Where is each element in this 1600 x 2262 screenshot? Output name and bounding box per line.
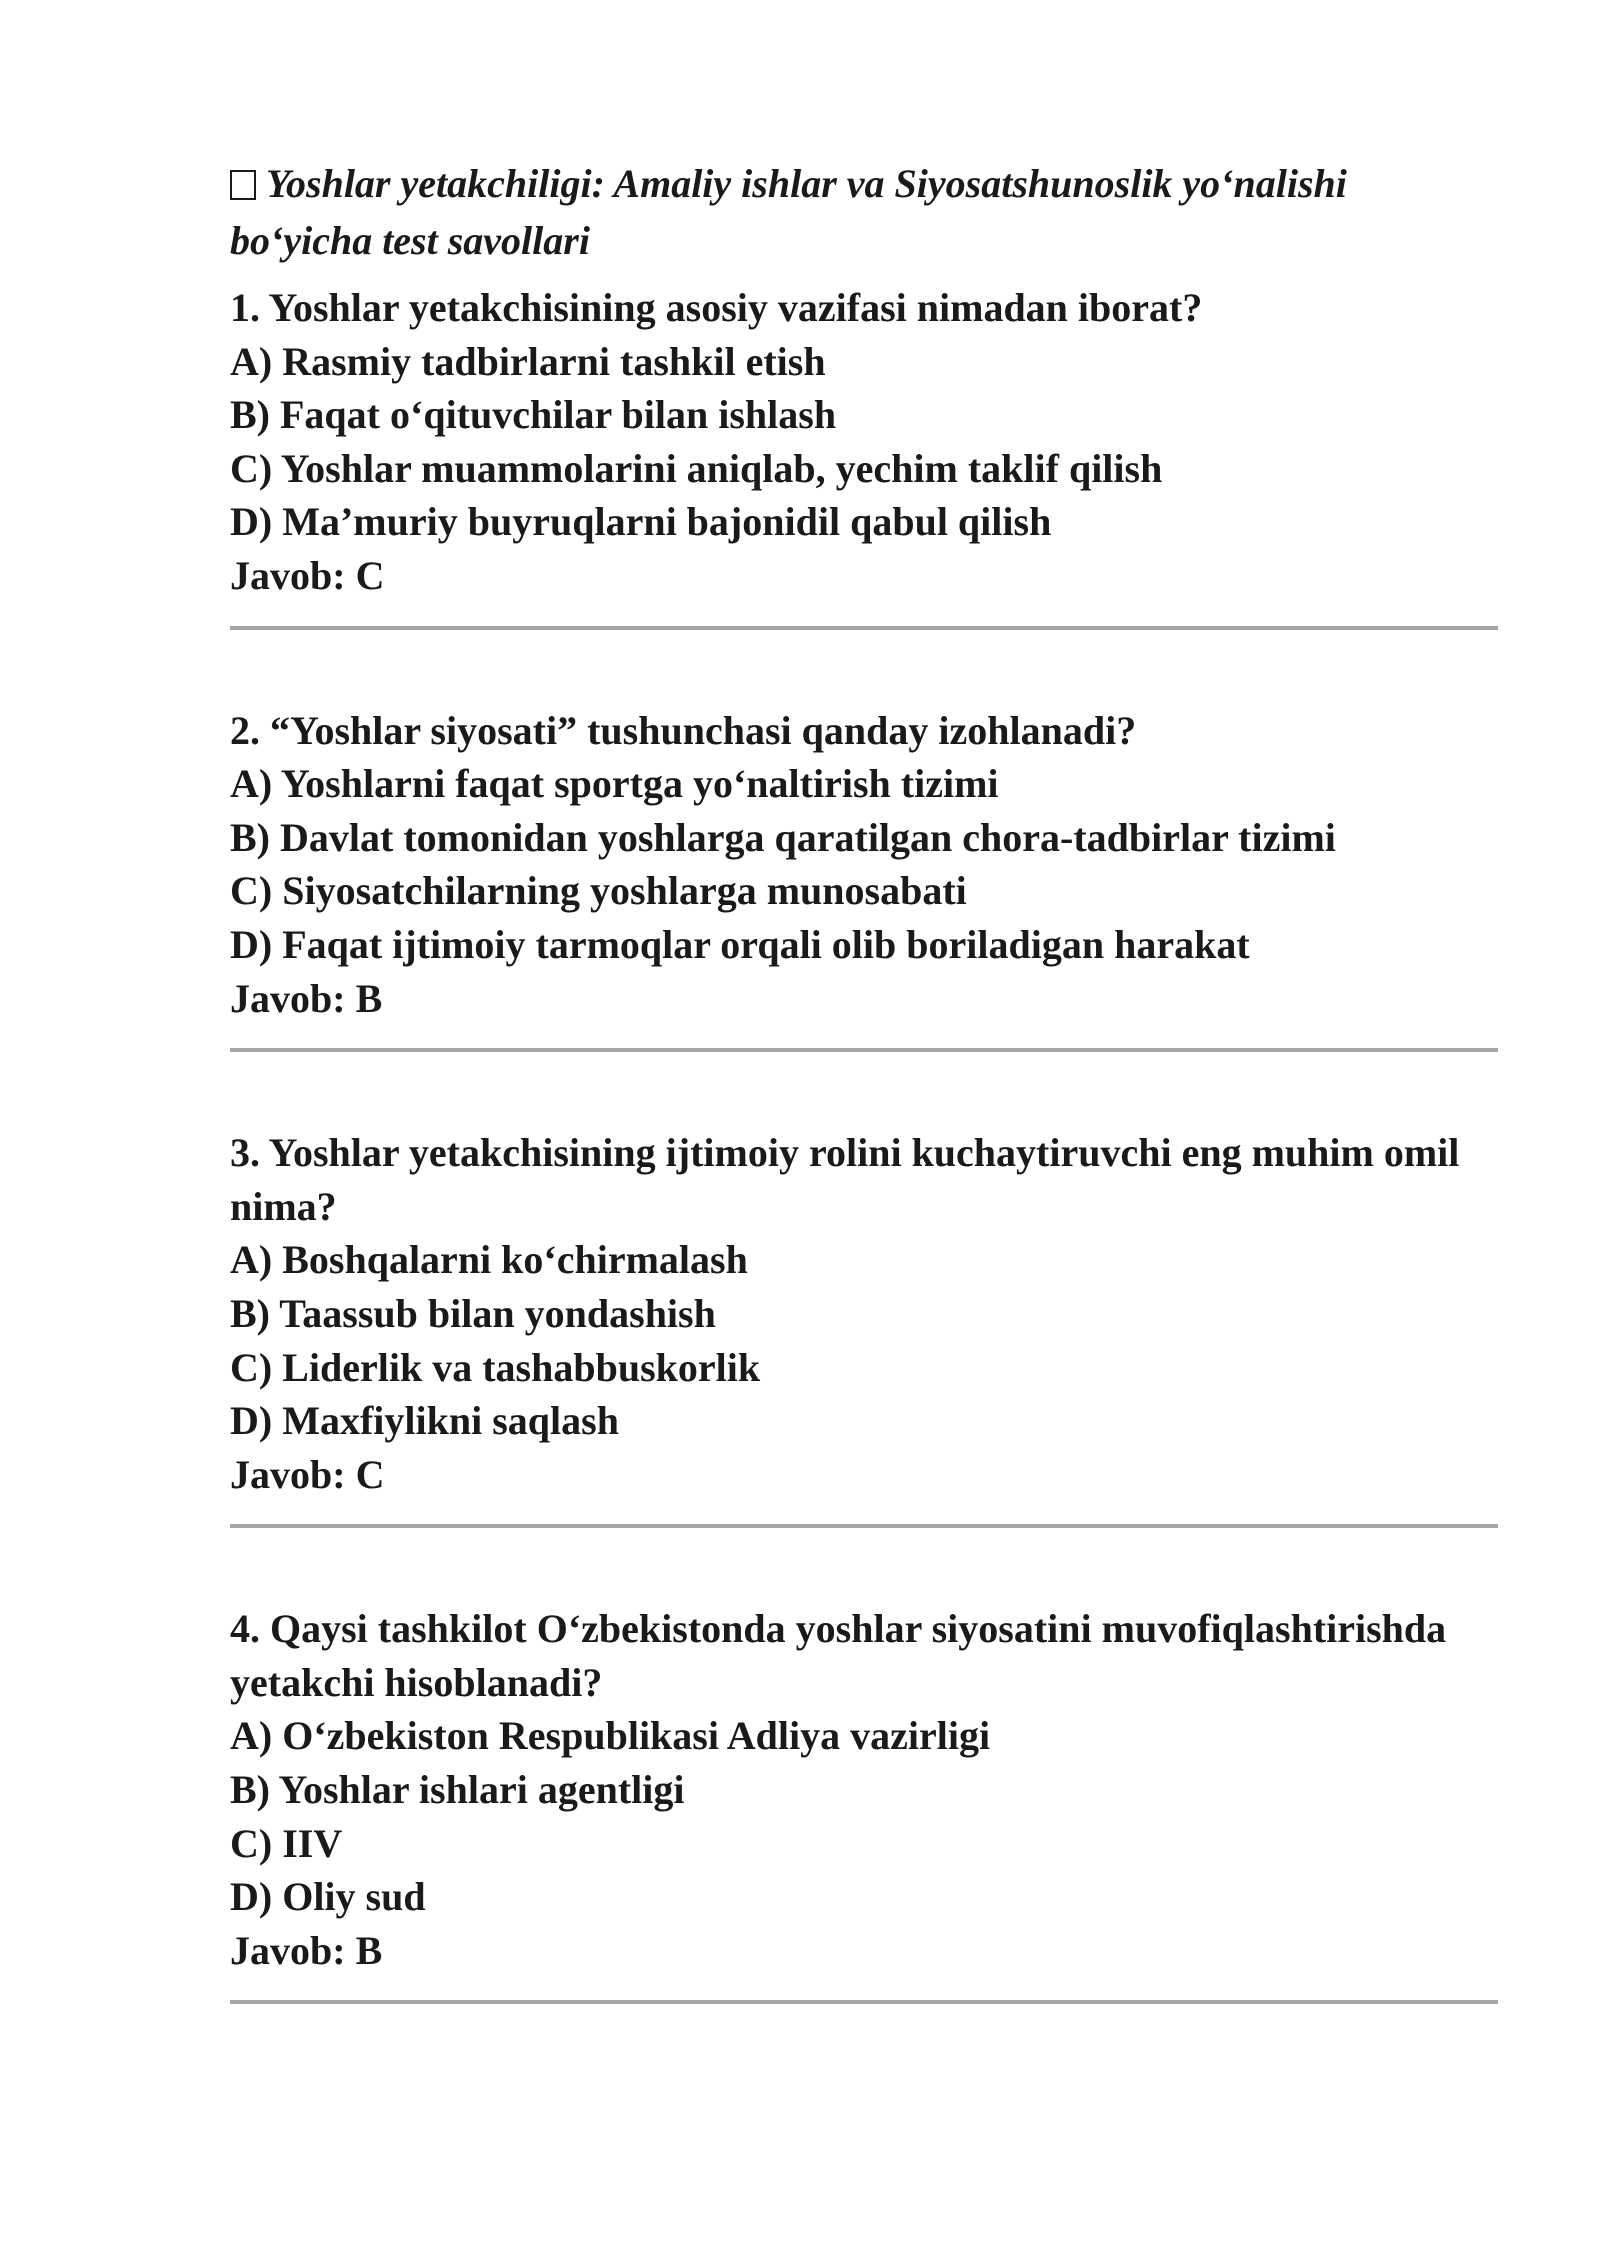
answer-option-b: B) Faqat o‘qituvchilar bilan ishlash: [230, 392, 837, 438]
answer-option-d: D) Maxfiylikni saqlash: [230, 1398, 619, 1444]
divider: [230, 1048, 1498, 1052]
answer-option-c: C) Yoshlar muammolarini aniqlab, yechim taklif qilish: [230, 445, 1163, 491]
answer-option-a: A) O‘zbekiston Respublikasi Adliya vazirligi: [230, 1713, 991, 1759]
answer-option-a: A) Rasmiy tadbirlarni tashkil etish: [230, 338, 826, 384]
question-block: [230, 281, 1498, 603]
answer-option-d: D) Faqat ijtimoiy tarmoqlar orqali olib boriladigan harakat: [230, 921, 1250, 967]
divider: [230, 1524, 1498, 1528]
question-block: [230, 1126, 1498, 1501]
answer-option-a: A) Boshqalarni ko‘chirmalash: [230, 1237, 748, 1283]
question-text: 2. “Yoshlar siyosati” tushunchasi qanday izohlanadi?: [230, 707, 1137, 753]
question-text: 4. Qaysi tashkilot O‘zbekistonda yoshlar siyosatini muvofiqlashtirishda yetakchi hisoblanadi?: [230, 1606, 1447, 1705]
document-page: [230, 155, 1498, 2078]
answer-option-c: C) Siyosatchilarning yoshlarga munosabati: [230, 868, 967, 914]
divider: [230, 626, 1498, 630]
missing-glyph-icon: [230, 170, 256, 200]
answer-option-d: D) Oliy sud: [230, 1874, 426, 1920]
question-block: [230, 1602, 1498, 1977]
answer-option-c: C) Liderlik va tashabbuskorlik: [230, 1344, 761, 1390]
answer-option-b: B) Taassub bilan yondashish: [230, 1290, 716, 1336]
answer-option-d: D) Ma’muriy buyruqlarni bajonidil qabul qilish: [230, 499, 1052, 545]
question-text: 1. Yoshlar yetakchisining asosiy vazifasi nimadan iborat?: [230, 285, 1203, 330]
answer-option-a: A) Yoshlarni faqat sportga yo‘naltirish tizimi: [230, 761, 999, 807]
answer-option-c: C) IIV: [230, 1820, 343, 1866]
correct-answer: Javob: C: [230, 552, 385, 598]
question-block: [230, 704, 1498, 1026]
question-text: 3. Yoshlar yetakchisining ijtimoiy rolini kuchaytiruvchi eng muhim omil nima?: [230, 1130, 1460, 1229]
document-title-block: [230, 155, 1498, 269]
answer-option-b: B) Yoshlar ishlari agentligi: [230, 1767, 685, 1813]
divider: [230, 2000, 1498, 2004]
correct-answer: Javob: B: [230, 975, 383, 1021]
correct-answer: Javob: B: [230, 1927, 383, 1973]
correct-answer: Javob: C: [230, 1451, 385, 1497]
document-title: Yoshlar yetakchiligi: Amaliy ishlar va Siyosatshunoslik yo‘nalishi bo‘yicha test savollari: [230, 161, 1347, 263]
answer-option-b: B) Davlat tomonidan yoshlarga qaratilgan chora-tadbirlar tizimi: [230, 814, 1336, 860]
